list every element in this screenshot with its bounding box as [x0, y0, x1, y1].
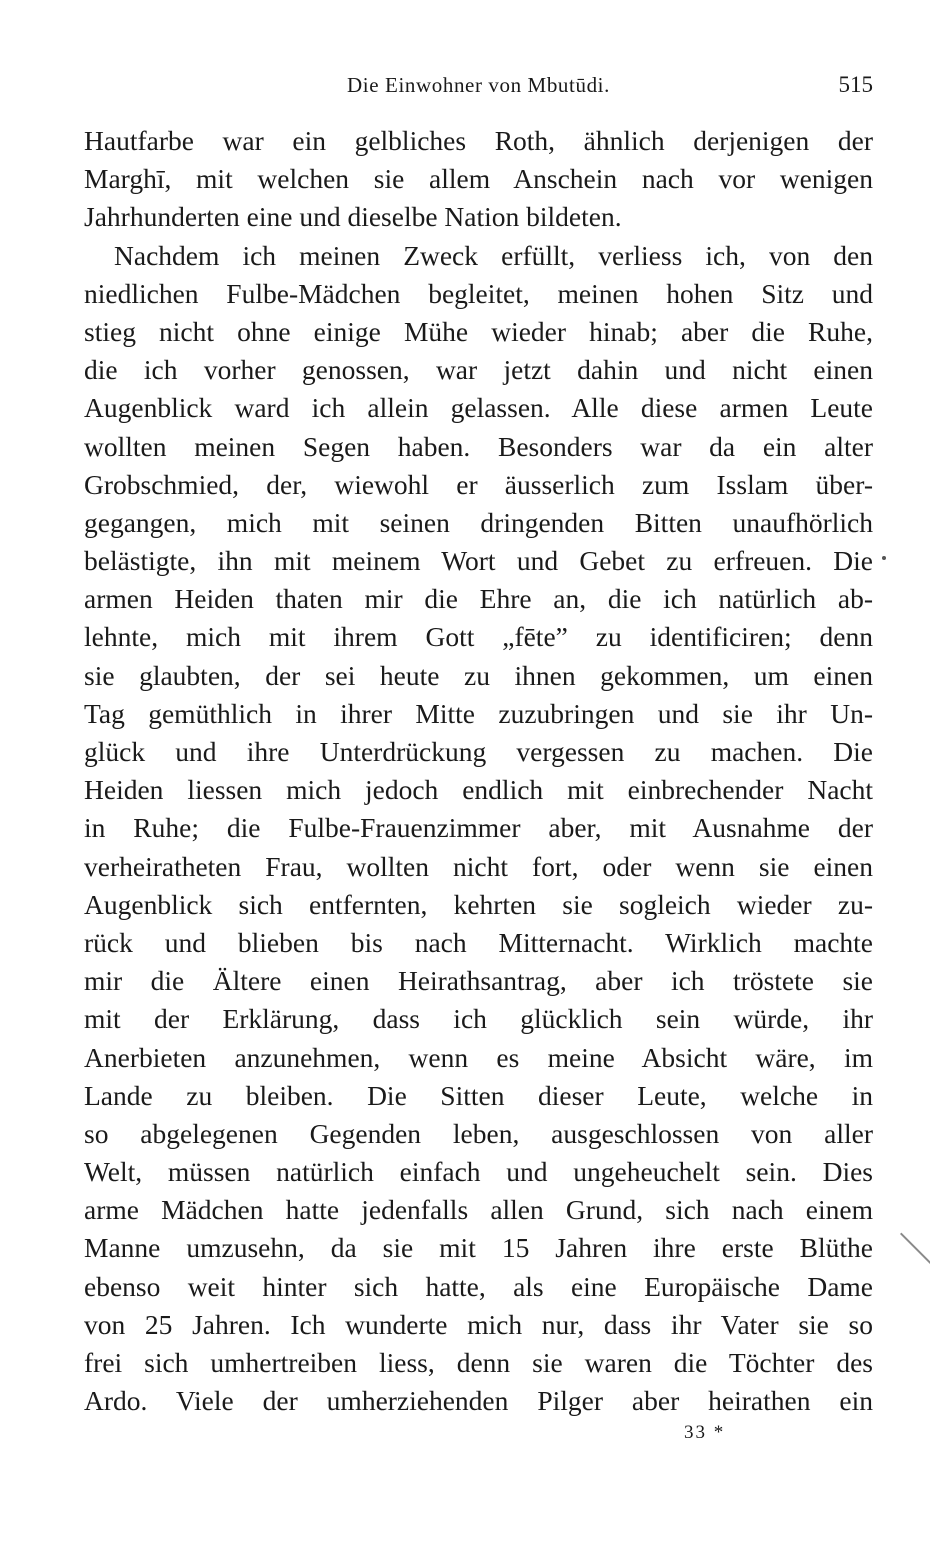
text-line: arme Mädchen hatte jedenfalls allen Grund, sich nach einem	[84, 1194, 873, 1226]
text-line: belästigte, ihn mit meinem Wort und Gebet zu erfreuen. Die	[84, 545, 873, 577]
text-line: die ich vorher genossen, war jetzt dahin und nicht einen	[84, 354, 873, 386]
text-line: verheiratheten Frau, wollten nicht fort, oder wenn sie einen	[84, 850, 873, 882]
text-line: so abgelegenen Gegenden leben, ausgeschlossen von aller	[84, 1117, 873, 1149]
text-line: Lande zu bleiben. Die Sitten dieser Leute, welche in	[84, 1079, 873, 1111]
text-line: rück und blieben bis nach Mitternacht. Wirklich machte	[84, 926, 873, 958]
text-line: wollten meinen Segen haben. Besonders war da ein alter	[84, 430, 873, 462]
text-line: Heiden liessen mich jedoch endlich mit einbrechender Nacht	[84, 774, 873, 806]
signature-mark: 33 *	[684, 1422, 726, 1443]
text-line: armen Heiden thaten mir die Ehre an, die ich natürlich ab-	[84, 583, 873, 615]
running-head	[84, 70, 873, 100]
text-line: Ardo. Viele der umherziehenden Pilger aber heirathen ein	[84, 1385, 873, 1417]
text-line: Marghī, mit welchen sie allem Anschein nach vor wenigen	[84, 163, 873, 195]
margin-stroke	[900, 1233, 930, 1270]
text-line: Augenblick sich entfernten, kehrten sie sogleich wieder zu-	[84, 888, 873, 920]
text-line: Nachdem ich meinen Zweck erfüllt, verliess ich, von den	[114, 239, 873, 271]
text-line: glück und ihre Unterdrückung vergessen zu machen. Die	[84, 736, 873, 767]
text-line: mit der Erklärung, dass ich glücklich sein würde, ihr	[84, 1003, 873, 1035]
running-title: Die Einwohner von Mbutūdi.	[347, 73, 610, 97]
margin-dot	[882, 556, 886, 560]
text-line: in Ruhe; die Fulbe-Frauenzimmer aber, mit Ausnahme der	[84, 812, 873, 844]
page-number: 515	[838, 72, 873, 97]
text-line: stieg nicht ohne einige Mühe wieder hinab; aber die Ruhe,	[84, 315, 873, 347]
text-line: Manne umzusehn, da sie mit 15 Jahren ihre erste Blüthe	[84, 1232, 873, 1264]
text-line: ebenso weit hinter sich hatte, als eine Europäische Dame	[84, 1270, 873, 1302]
body-text	[84, 122, 873, 1420]
text-line: Hautfarbe war ein gelbliches Roth, ähnlich derjenigen der	[84, 125, 873, 156]
text-line: Anerbieten anzunehmen, wenn es meine Absicht wäre, im	[84, 1041, 873, 1073]
text-line: Welt, müssen natürlich einfach und ungeheuchelt sein. Dies	[84, 1156, 873, 1188]
text-line: Grobschmied, der, wiewohl er äusserlich zum Isslam über-	[84, 468, 873, 500]
text-line: gegangen, mich mit seinen dringenden Bitten unaufhörlich	[84, 506, 873, 538]
text-line: niedlichen Fulbe-Mädchen begleitet, meinen hohen Sitz und	[84, 277, 873, 309]
text-line: lehnte, mich mit ihrem Gott „fēte” zu identificiren; denn	[84, 621, 873, 653]
text-line: frei sich umhertreiben liess, denn sie waren die Töchter des	[84, 1347, 873, 1378]
text-line: Jahrhunderten eine und dieselbe Nation bildeten.	[84, 201, 622, 233]
text-line: Tag gemüthlich in ihrer Mitte zuzubringen und sie ihr Un-	[84, 697, 873, 729]
text-line: von 25 Jahren. Ich wunderte mich nur, dass ihr Vater sie so	[84, 1308, 873, 1340]
text-line: sie glaubten, der sei heute zu ihnen gekommen, um einen	[84, 659, 873, 691]
text-line: Augenblick ward ich allein gelassen. Alle diese armen Leute	[84, 392, 873, 424]
text-line: mir die Ältere einen Heirathsantrag, aber ich tröstete sie	[84, 965, 873, 997]
